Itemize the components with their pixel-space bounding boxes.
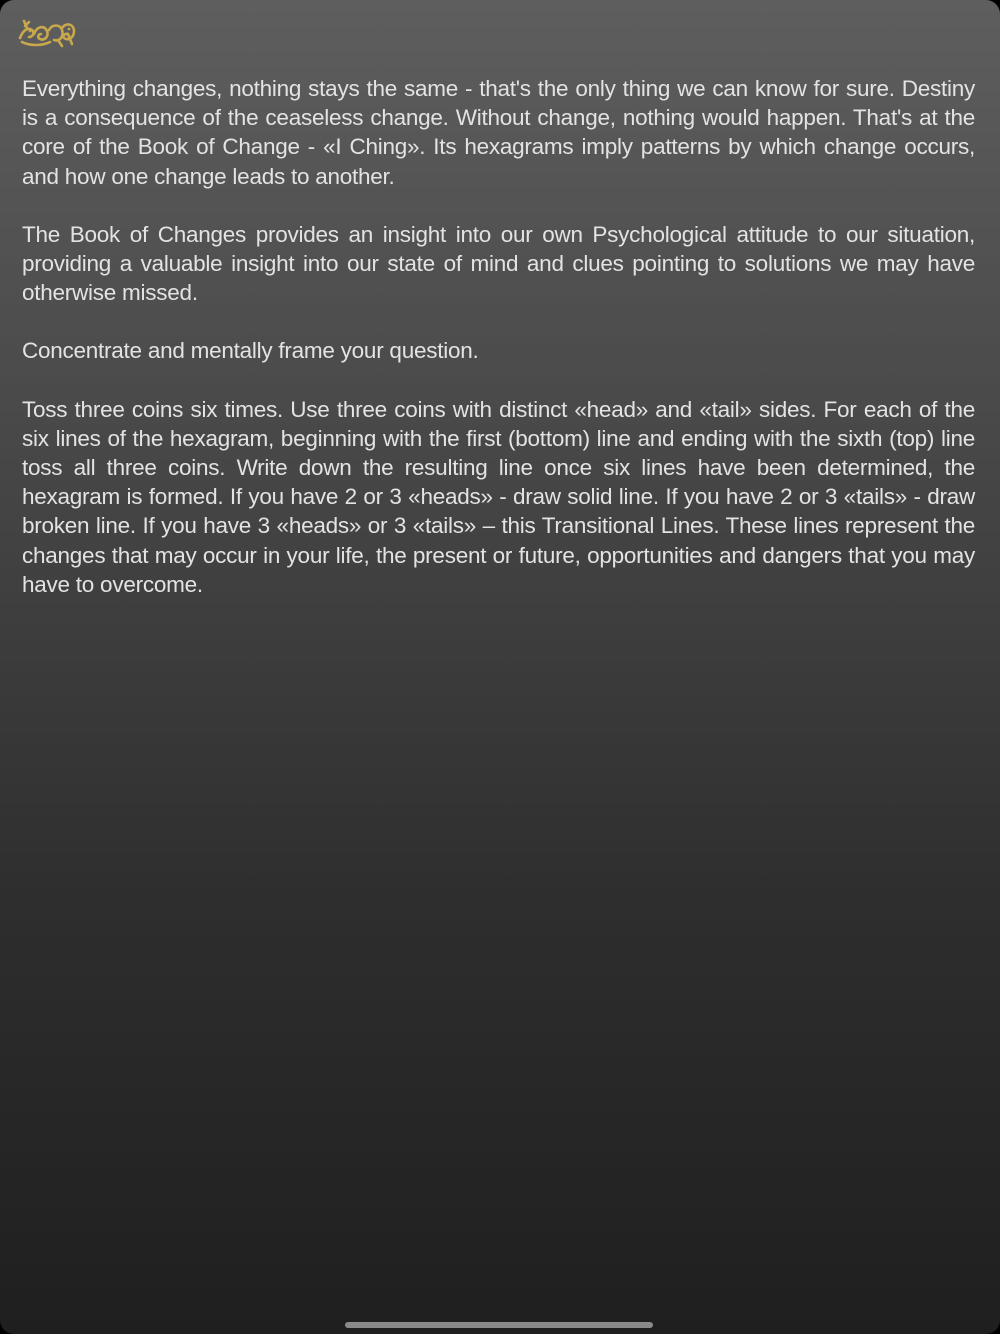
paragraph-instructions: Toss three coins six times. Use three coins with distinct «head» and «tail» sides. For each of the six lines of the hexagram, beginning with the first (bottom) line and ending with the sixth (top) line toss all three coins. Write down the resulting line once six lines have been determined, the hexagram is formed. If you have 2 or 3 «heads» - draw solid line. If you have 2 or 3 «tails» - draw broken line. If you have 3 «heads» or 3 «tails» – this Transitional Lines. These lines represent the changes that may occur in your life, the present or future, opportunities and dangers that you may have to overcome. bbox=[22, 396, 975, 597]
paragraph-concentrate: Concentrate and mentally frame your question. bbox=[22, 338, 479, 364]
home-indicator[interactable] bbox=[345, 1322, 653, 1328]
intro-text bbox=[22, 74, 975, 628]
paragraph-destiny: Everything changes, nothing stays the same - that's the only thing we can know for sure. Destiny is a consequence of the ceaseless change. Without change, nothing would happen. That's at the core of the Book of Change - «I Ching». Its hexagrams imply patterns by which change occurs, and how one change leads to another. bbox=[22, 76, 975, 189]
golden-dragon-logo-icon[interactable] bbox=[16, 16, 80, 50]
paragraph-book-of-changes: The Book of Changes provides an insight into our own Psychological attitude to our situation, providing a valuable insight into our state of mind and clues pointing to solutions we may have otherwise missed. bbox=[22, 221, 975, 306]
top-bar bbox=[0, 0, 1000, 64]
